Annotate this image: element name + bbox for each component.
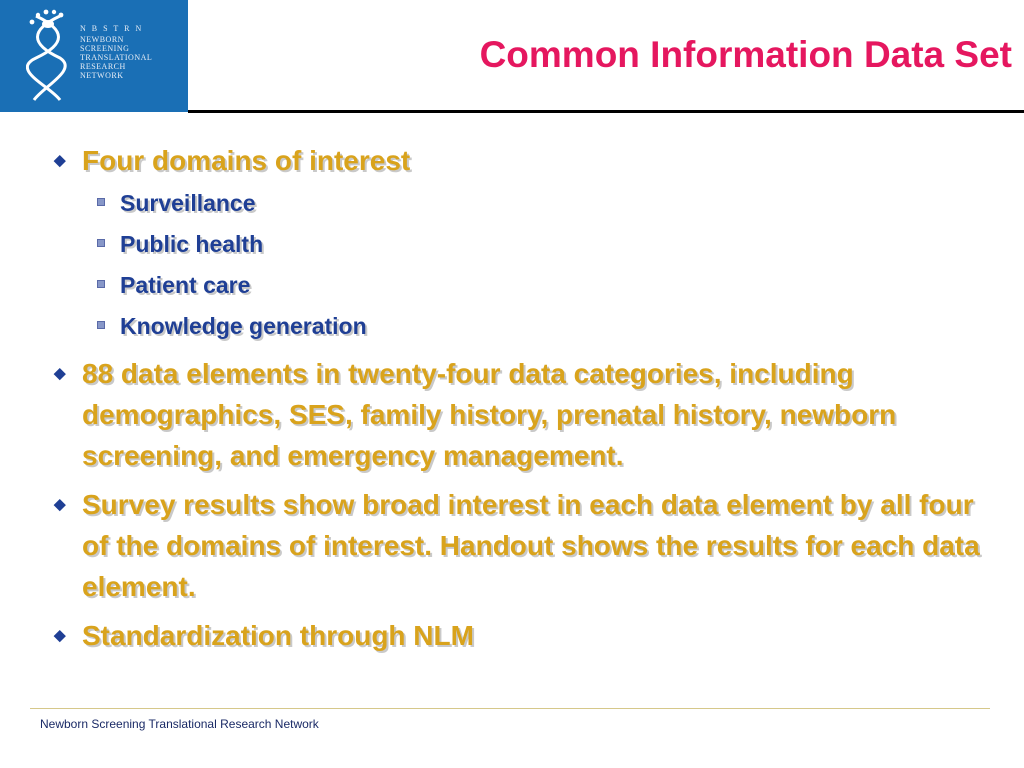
footer-divider bbox=[30, 708, 990, 709]
logo-block bbox=[0, 0, 188, 112]
sub-bullet-item bbox=[52, 183, 992, 224]
bullet-item bbox=[52, 615, 992, 656]
logo-line: SCREENING bbox=[80, 44, 130, 53]
slide-title: Common Information Data Set bbox=[479, 34, 1012, 75]
sub-bullet-item bbox=[52, 224, 992, 265]
bullet-text: Four domains of interest bbox=[82, 145, 411, 176]
bullet-item bbox=[52, 484, 992, 607]
logo-line: NEWBORN bbox=[80, 35, 124, 44]
bullet-text: Survey results show broad interest in each data element by all four of the domains of interest. Handout shows the results for each data element. bbox=[82, 489, 980, 602]
sub-bullet-item bbox=[52, 265, 992, 306]
sub-bullet-text: Patient care bbox=[120, 272, 251, 298]
sub-bullet-list bbox=[52, 183, 992, 347]
sub-bullet-text: Knowledge generation bbox=[120, 313, 367, 339]
diamond-bullet-icon: ◆ bbox=[54, 627, 66, 644]
bullet-item bbox=[52, 353, 992, 476]
logo-text bbox=[80, 24, 184, 80]
slide-content bbox=[52, 140, 992, 656]
logo-line: NETWORK bbox=[80, 71, 124, 80]
square-bullet-icon bbox=[97, 239, 105, 247]
dna-helix-logo-icon bbox=[26, 8, 72, 104]
footer-text: Newborn Screening Translational Research Network bbox=[40, 717, 319, 731]
diamond-bullet-icon: ◆ bbox=[54, 496, 66, 513]
square-bullet-icon bbox=[97, 321, 105, 329]
bullet-text: Standardization through NLM bbox=[82, 620, 474, 651]
logo-acronym: N B S T R N bbox=[80, 24, 144, 33]
logo-line: TRANSLATIONAL bbox=[80, 53, 153, 62]
diamond-bullet-icon: ◆ bbox=[54, 365, 66, 382]
square-bullet-icon bbox=[97, 280, 105, 288]
title-divider bbox=[188, 110, 1024, 113]
sub-bullet-text: Public health bbox=[120, 231, 264, 257]
square-bullet-icon bbox=[97, 198, 105, 206]
sub-bullet-item bbox=[52, 306, 992, 347]
bullet-text: 88 data elements in twenty-four data categories, including demographics, SES, family history, prenatal history, newborn screening, and emergency management. bbox=[82, 358, 897, 471]
bullet-item bbox=[52, 140, 992, 181]
sub-bullet-text: Surveillance bbox=[120, 190, 256, 216]
logo-line: RESEARCH bbox=[80, 62, 126, 71]
diamond-bullet-icon: ◆ bbox=[54, 152, 66, 169]
